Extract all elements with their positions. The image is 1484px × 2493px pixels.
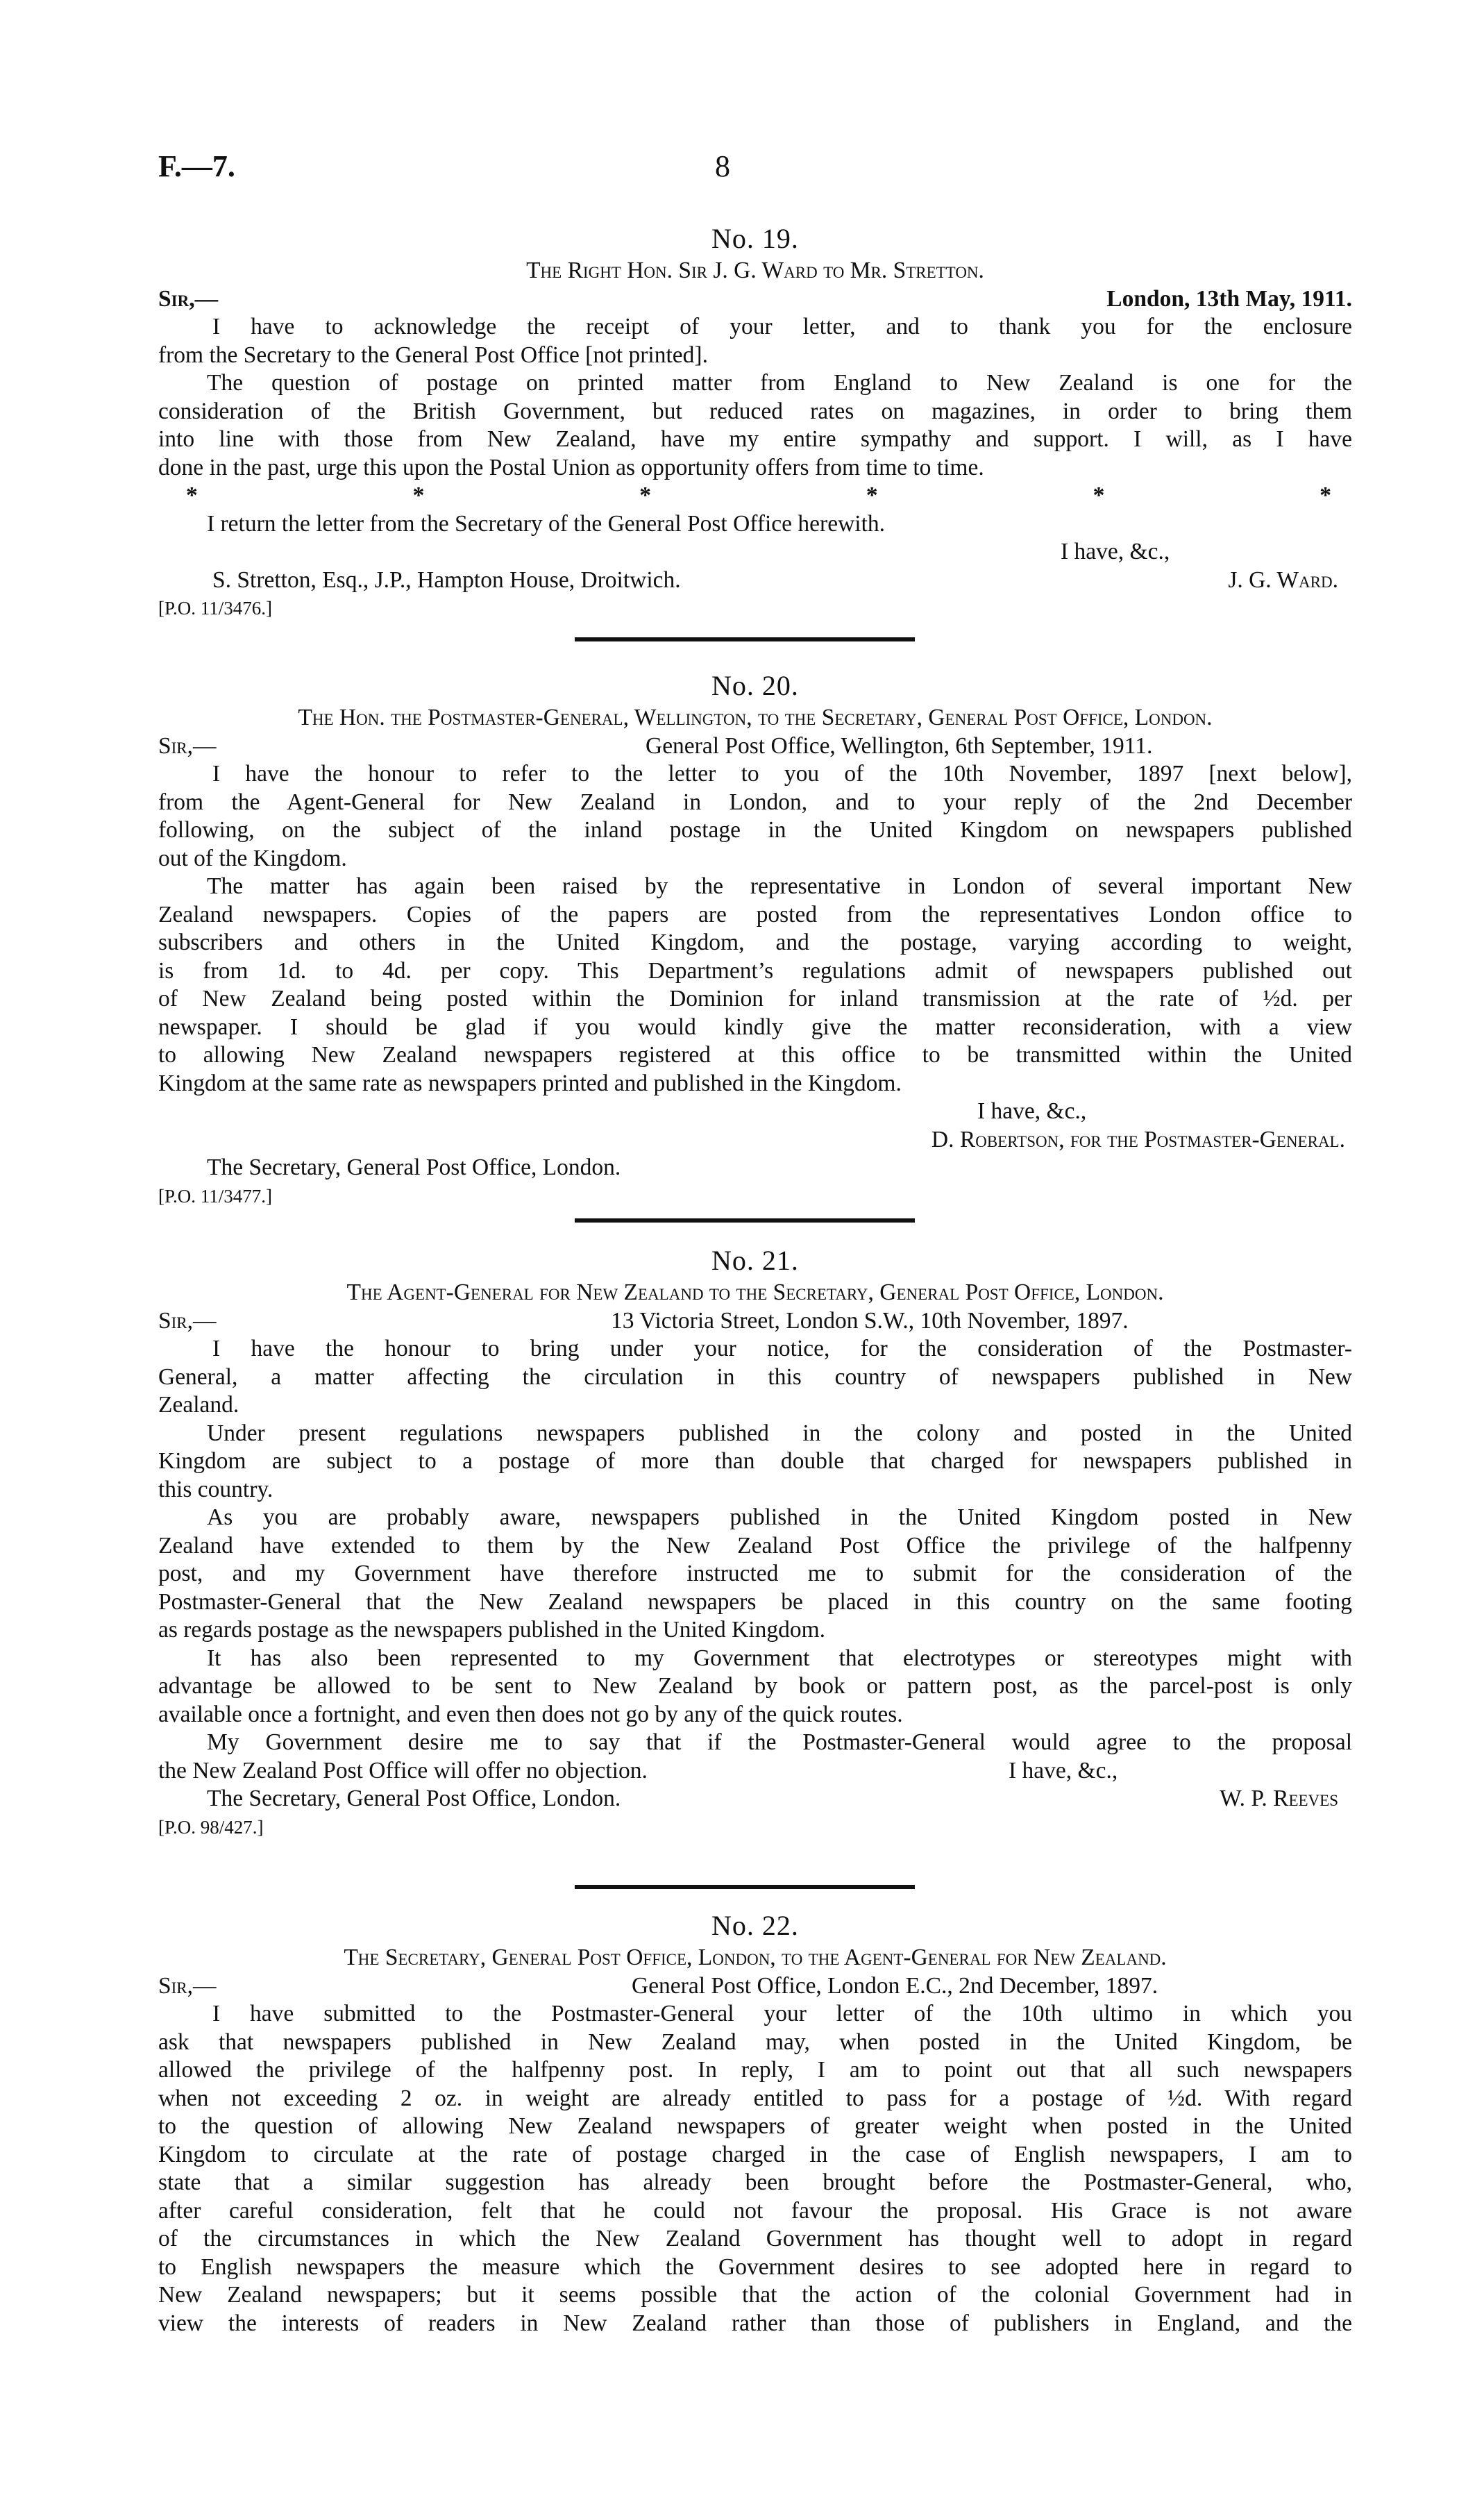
letter-caption: The Hon. the Postmaster-General, Wellington, to the Secretary, General Post Office, London. [298, 705, 1213, 730]
place-date: 13 Victoria Street, London S.W., 10th November, 1897. [611, 1307, 1129, 1334]
letter-no-21 [158, 1243, 1352, 1841]
letter-number: No. 21. [711, 1245, 799, 1276]
body-line: As you are probably aware, newspapers published in the United Kingdom posted in New [207, 1504, 1352, 1530]
body-line: to English newspapers the measure which the Government desires to see adopted here in regard to [158, 2253, 1352, 2280]
body-line: state that a similar suggestion has already been brought before the Postmaster-General, who, [158, 2169, 1352, 2195]
body-line: view the interests of readers in New Zealand rather than those of publishers in England, and the [158, 2310, 1352, 2336]
body-line: from the Secretary to the General Post Office [not printed]. [158, 342, 708, 368]
closing-row [158, 1757, 1352, 1786]
closing-row [158, 1098, 1352, 1126]
salutation: Sir,— [158, 732, 217, 759]
addressee: The Secretary, General Post Office, London. [207, 1155, 621, 1180]
omission-stars [158, 482, 1352, 510]
place-date: General Post Office, Wellington, 6th September, 1911. [646, 732, 1153, 759]
salutation-row [158, 285, 1352, 314]
closing: I have, &c., [977, 1098, 1087, 1124]
letter-number: No. 20. [711, 670, 799, 701]
body-line: I have the honour to refer to the letter to you of the 10th November, 1897 [next below], [212, 761, 1352, 787]
body-line: I have to acknowledge the receipt of your letter, and to thank you for the enclosure [212, 314, 1352, 339]
body-line: to allowing New Zealand newspapers registered at this office to be transmitted within the United [158, 1042, 1352, 1068]
body-line: into line with those from New Zealand, have my entire sympathy and support. I will, as I have [158, 426, 1352, 452]
body-line: My Government desire me to say that if the Postmaster-General would agree to the proposal [207, 1729, 1352, 1755]
salutation-row [158, 732, 1352, 761]
closing-row [158, 538, 1352, 566]
signature: D. Robertson, for the Postmaster-General. [931, 1126, 1345, 1152]
body-line: I have the honour to bring under your notice, for the consideration of the Postmaster- [212, 1336, 1352, 1361]
salutation-row [158, 1307, 1352, 1336]
body-line: newspaper. I should be glad if you would kindly give the matter reconsideration, with a view [158, 1014, 1352, 1040]
body-line: allowed the privilege of the halfpenny post. In reply, I am to point out that all such newspapers [158, 2057, 1352, 2083]
body-line: to the question of allowing New Zealand newspapers of greater weight when posted in the United [158, 2113, 1352, 2139]
star: * [1093, 482, 1105, 508]
closing: I have, &c., [1009, 1757, 1118, 1783]
signature: W. P. Reeves [1220, 1786, 1338, 1811]
body-line: Zealand. [158, 1392, 239, 1418]
letter-number: No. 19. [711, 223, 799, 254]
body-line: The matter has again been raised by the representative in London of several important New [207, 873, 1352, 899]
section-divider [575, 1885, 915, 1889]
body-line: from the Agent-General for New Zealand in London, and to your reply of the 2nd December [158, 789, 1352, 815]
body-line: post, and my Government have therefore instructed me to submit for the consideration of the [158, 1561, 1352, 1586]
body-line: as regards postage as the newspapers published in the United Kingdom. [158, 1617, 826, 1643]
section-label: F.—7. [158, 149, 235, 183]
letter-number: No. 22. [711, 1910, 799, 1941]
section-divider [575, 1218, 915, 1223]
page-number: 8 [715, 149, 730, 183]
addressee-row [158, 1785, 1352, 1813]
body-line: Kingdom at the same rate as newspapers printed and published in the Kingdom. [158, 1070, 902, 1096]
place-date: London, 13th May, 1911. [1106, 285, 1352, 312]
signature-row [158, 1126, 1352, 1155]
body-line: Zealand newspapers. Copies of the papers are posted from the representatives London office to [158, 901, 1352, 927]
salutation-row [158, 1972, 1352, 2001]
body-line: out of the Kingdom. [158, 845, 347, 871]
section-divider [575, 637, 915, 641]
body-line: available once a fortnight, and even then does not go by any of the quick routes. [158, 1701, 903, 1727]
body-line: It has also been represented to my Government that electrotypes or stereotypes might with [207, 1645, 1352, 1671]
signature: J. G. Ward. [1228, 566, 1338, 593]
addressee: The Secretary, General Post Office, London. [207, 1786, 621, 1811]
body-line: The question of postage on printed matter from England to New Zealand is one for the [207, 370, 1352, 396]
file-reference: [P.O. 11/3477.] [158, 1185, 273, 1207]
body-line: Postmaster-General that the New Zealand newspapers be placed in this country on the same footing [158, 1588, 1352, 1615]
body-line: of the circumstances in which the New Zealand Government has thought well to adopt in regard [158, 2226, 1352, 2251]
file-reference: [P.O. 11/3476.] [158, 598, 273, 619]
body-line: done in the past, urge this upon the Postal Union as opportunity offers from time to time. [158, 454, 984, 480]
body-line: after careful consideration, felt that he could not favour the proposal. His Grace is not aware [158, 2197, 1352, 2224]
addressee: S. Stretton, Esq., J.P., Hampton House, Droitwich. [212, 566, 681, 593]
body-line: New Zealand newspapers; but it seems possible that the action of the colonial Government had in [158, 2282, 1352, 2308]
letter-caption: The Right Hon. Sir J. G. Ward to Mr. Stretton. [526, 258, 984, 283]
star: * [186, 482, 198, 508]
closing: I have, &c., [1061, 539, 1170, 564]
star: * [1319, 482, 1331, 508]
body-line: is from 1d. to 4d. per copy. This Department’s regulations admit of newspapers published out [158, 957, 1352, 984]
body-line: I return the letter from the Secretary of the General Post Office herewith. [207, 510, 885, 537]
addressee-row [158, 566, 1352, 595]
body-line: the New Zealand Post Office will offer no objection. [158, 1757, 648, 1783]
body-line: Kingdom are subject to a postage of more than double that charged for newspapers published in [158, 1448, 1352, 1474]
letter-caption: The Secretary, General Post Office, London, to the Agent-General for New Zealand. [344, 1945, 1167, 1970]
body-line: when not exceeding 2 oz. in weight are already entitled to pass for a postage of ½d. With regard [158, 2085, 1352, 2111]
body-line: Zealand have extended to them by the New Zealand Post Office the privilege of the halfpenny [158, 1532, 1352, 1559]
body-line: Under present regulations newspapers published in the colony and posted in the United [207, 1420, 1352, 1446]
body-line: of New Zealand being posted within the Dominion for inland transmission at the rate of ½d. per [158, 986, 1352, 1012]
salutation: Sir,— [158, 1972, 217, 1999]
letter-no-19 [158, 221, 1352, 623]
star: * [639, 482, 652, 508]
letter-caption: The Agent-General for New Zealand to the Secretary, General Post Office, London. [346, 1279, 1164, 1305]
body-line: following, on the subject of the inland postage in the United Kingdom on newspapers published [158, 817, 1352, 843]
body-line: this country. [158, 1476, 273, 1502]
body-line: Kingdom to circulate at the rate of postage charged in the case of English newspapers, I am to [158, 2141, 1352, 2167]
salutation: Sir,— [158, 285, 219, 312]
body-line: General, a matter affecting the circulation in this country of newspapers published in New [158, 1363, 1352, 1390]
body-line: I have submitted to the Postmaster-General your letter of the 10th ultimo in which you [212, 2001, 1352, 2026]
body-line: consideration of the British Government, but reduced rates on magazines, in order to bring them [158, 398, 1352, 424]
star: * [866, 482, 878, 508]
salutation: Sir,— [158, 1307, 217, 1334]
body-line: ask that newspapers published in New Zealand may, when posted in the United Kingdom, be [158, 2029, 1352, 2055]
file-reference: [P.O. 98/427.] [158, 1816, 264, 1838]
place-date: General Post Office, London E.C., 2nd December, 1897. [632, 1972, 1158, 1999]
letter-no-20 [158, 668, 1352, 1210]
star: * [412, 482, 425, 508]
body-line: subscribers and others in the United Kingdom, and the postage, varying according to weight, [158, 930, 1352, 955]
body-line: advantage be allowed to be sent to New Zealand by book or pattern post, as the parcel-post is only [158, 1673, 1352, 1699]
letter-no-22 [158, 1908, 1352, 2337]
